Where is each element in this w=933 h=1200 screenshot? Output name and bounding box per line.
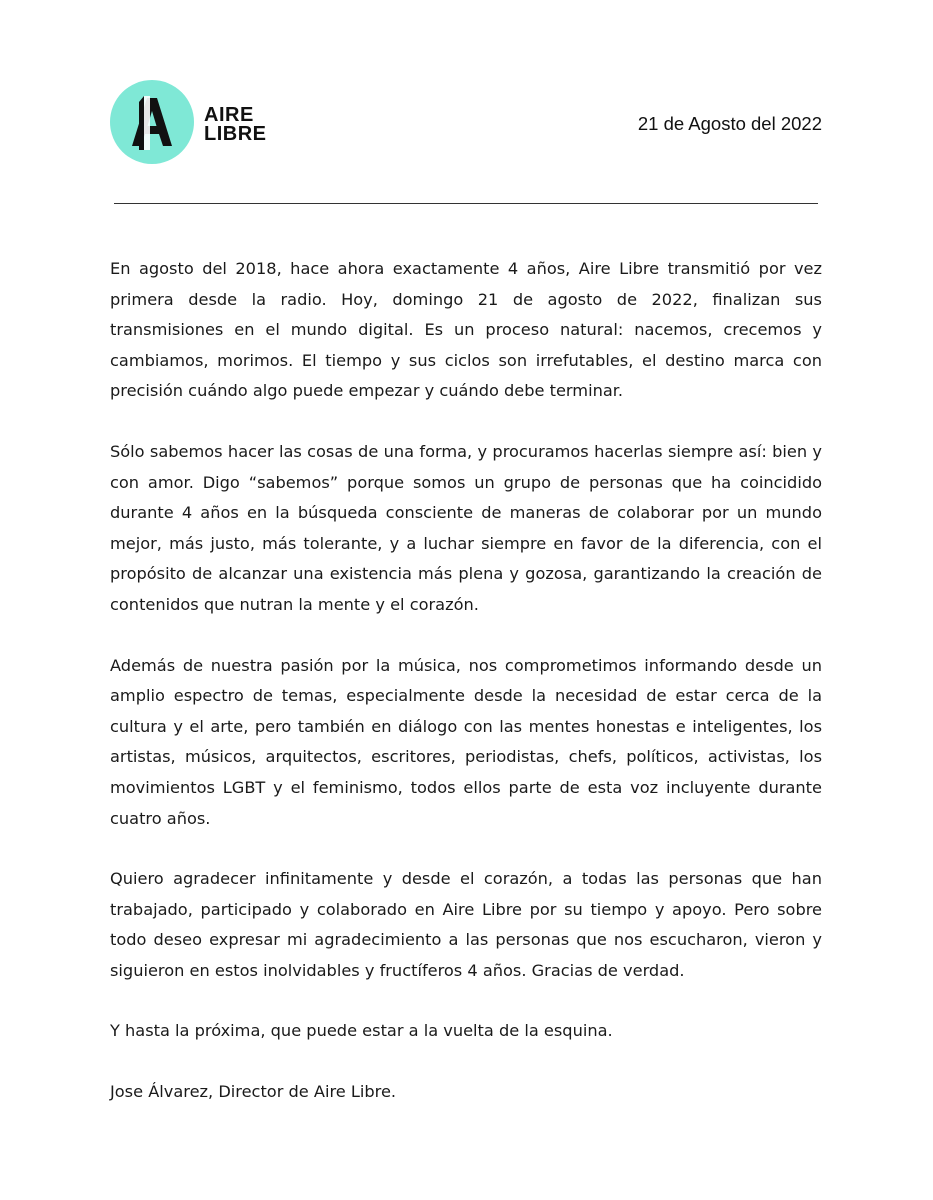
letter-date: 21 de Agosto del 2022 <box>637 113 822 134</box>
paragraph-3: Además de nuestra pasión por la música, nos comprometimos informando desde un amplio espectro de temas, especialmente desde la necesidad de estar cerca de la cultura y el arte, pero también en diálogo con las mentes honestas e inteligentes, los artistas, músicos, arquitectos, escritores, periodistas, chefs, políticos, activistas, los movimientos LGBT y el feminismo, todos ellos parte de esta voz incluyente durante cuatro años. <box>110 655 822 828</box>
logo-word-libre: LIBRE <box>204 123 267 145</box>
letter-body <box>110 254 822 1108</box>
aire-libre-logo <box>110 80 290 166</box>
paragraph-2: Sólo sabemos hacer las cosas de una forma, y procuramos hacerlas siempre así: bien y con amor. Digo “sabemos” porque somos un grupo de personas que ha coincidido durante 4 años en la búsqueda consciente de maneras de colaborar por un mundo mejor, más justo, más tolerante, y a luchar siempre en favor de la diferencia, con el propósito de alcanzar una existencia más plena y gozosa, garantizando la creación de contenidos que nutran la mente y el corazón. <box>110 441 822 614</box>
paragraph-4: Quiero agradecer infinitamente y desde el corazón, a todas las personas que han trabajado, participado y colaborado en Aire Libre por su tiempo y apoyo. Pero sobre todo deseo expresar mi agradecimiento a las personas que nos escucharon, vieron y siguieron en estos inolvidables y fructíferos 4 años. Gracias de verdad. <box>110 869 822 980</box>
signature-line: Jose Álvarez, Director de Aire Libre. <box>110 1082 397 1102</box>
logo-word-aire: AIRE <box>204 104 254 126</box>
closing-line: Y hasta la próxima, que puede estar a la vuelta de la esquina. <box>110 1021 613 1041</box>
paragraph-1: En agosto del 2018, hace ahora exactamente 4 años, Aire Libre transmitió por vez primera desde la radio. Hoy, domingo 21 de agosto de 2022, finalizan sus transmisiones en el mundo digital. Es un proceso natural: nacemos, crecemos y cambiamos, morimos. El tiempo y sus ciclos son irrefutables, el destino marca con precisión cuándo algo puede empezar y cuándo debe terminar. <box>110 259 822 401</box>
letterhead <box>110 80 822 170</box>
header-divider <box>114 203 818 204</box>
